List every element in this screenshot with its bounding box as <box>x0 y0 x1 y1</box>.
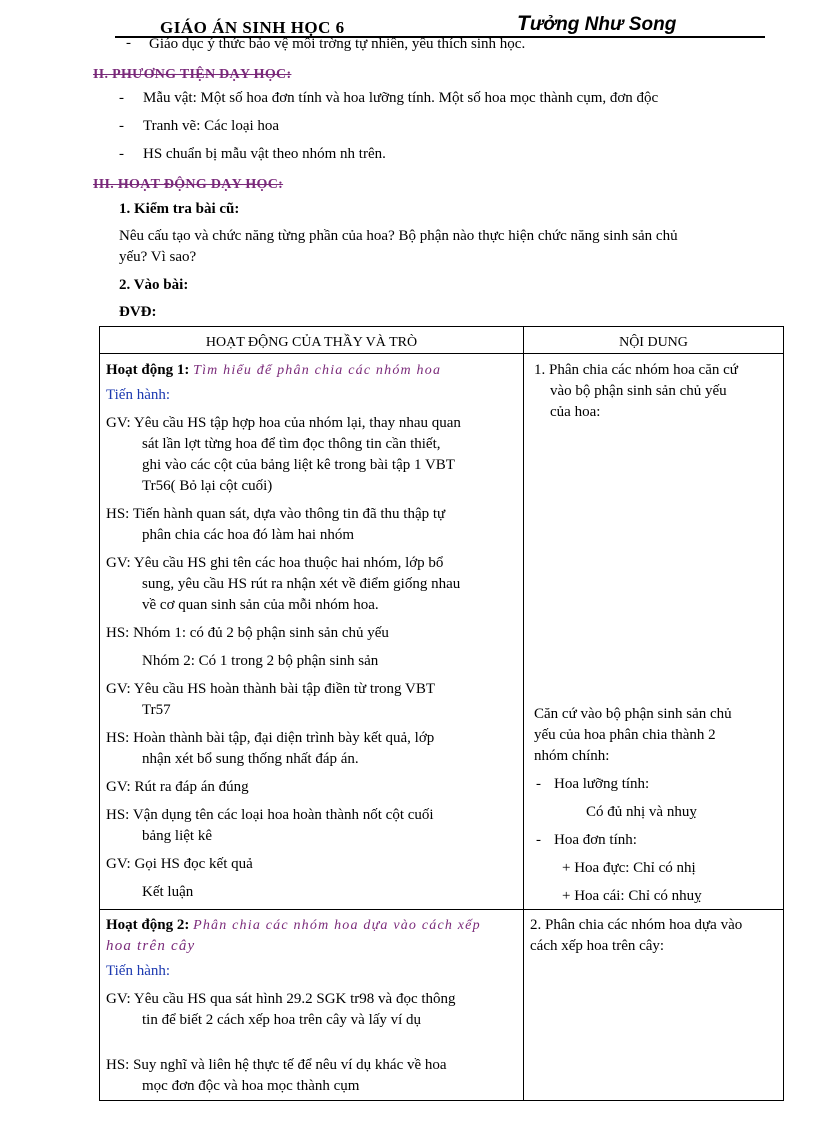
activity-1-line: sung, yêu cầu HS rút ra nhận xét về điểm giống nhau <box>142 576 461 592</box>
activity-1-line: GV: Rút ra đáp án đúng <box>106 779 249 795</box>
hoa-luong-tinh: Hoa lưỡng tính: <box>554 776 650 792</box>
activity-1-line: nhận xét bổ sung thống nhất đáp án. <box>142 751 359 767</box>
activity-1-line: GV: Gọi HS đọc kết quả <box>106 856 253 872</box>
section-3-title: III. HOẠT ĐỘNG DẠY HỌC: <box>93 177 284 192</box>
tien-hanh-label: Tiến hành: <box>106 963 171 979</box>
activity-1-line: HS: Nhóm 1: có đủ 2 bộ phận sinh sản chủ yếu <box>106 625 389 641</box>
activity-1-line: Nhóm 2: Có 1 trong 2 bộ phận sinh sản <box>142 653 379 669</box>
table-row <box>100 354 784 910</box>
activity-2-cell <box>100 910 523 1100</box>
activity-1-line: GV: Yêu cầu HS ghi tên các hoa thuộc hai nhóm, lớp bổ <box>106 555 444 571</box>
section-3-sub1: 1. Kiểm tra bài cũ: <box>119 201 240 217</box>
tien-hanh-label: Tiến hành: <box>106 387 171 403</box>
lesson-table <box>99 326 784 1101</box>
content-1-line: của hoa: <box>550 404 601 420</box>
activity-2-title: Phân chia các nhóm hoa dựa vào cách xếp <box>193 918 481 933</box>
activity-1-line: Kết luận <box>142 884 194 900</box>
content-1-line: 1. Phân chia các nhóm hoa căn cứ <box>534 362 738 378</box>
bullet-dash: - <box>119 146 124 162</box>
content-2-line: 2. Phân chia các nhóm hoa dựa vào <box>530 917 743 933</box>
activity-1-cell <box>100 354 523 909</box>
activity-2-label: Hoạt động 2: <box>106 917 194 933</box>
content-1-line: Căn cứ vào bộ phận sinh sản chủ <box>534 706 732 722</box>
header-right-initial: T <box>517 12 530 35</box>
section-3-sub2: 2. Vào bài: <box>119 277 189 293</box>
activity-2-title-cont: hoa trên cây <box>106 938 196 954</box>
activity-1-line: HS: Vận dụng tên các loại hoa hoàn thành nốt cột cuối <box>106 807 434 823</box>
activity-1-label: Hoạt động 1: <box>106 362 194 378</box>
header-left-title: GIÁO ÁN SINH HỌC 6 <box>160 18 345 37</box>
header-right-rest: ưởng Như Song <box>529 14 677 35</box>
activity-1-line: Tr57 <box>142 702 171 718</box>
activity-2-heading <box>106 917 481 934</box>
dvd-label: ĐVĐ: <box>119 304 157 320</box>
activity-2-line: GV: Yêu cầu HS qua sát hình 29.2 SGK tr98 và đọc thông <box>106 991 456 1007</box>
activity-1-line: GV: Yêu cầu HS hoàn thành bài tập điền từ trong VBT <box>106 681 436 697</box>
section-2-item-3: HS chuẩn bị mẫu vật theo nhóm nh trên. <box>143 146 386 162</box>
question-line-2: yếu? Vì sao? <box>119 249 197 265</box>
question-line-1: Nêu cấu tạo và chức năng từng phần của hoa? Bộ phận nào thực hiện chức năng sinh sản chủ <box>119 228 678 244</box>
bullet-dash: - <box>126 35 131 51</box>
col-header-content: NỘI DUNG <box>524 327 784 354</box>
hoa-duc: + Hoa đực: Chỉ có nhị <box>562 860 696 876</box>
bullet-dash: - <box>536 832 541 848</box>
activity-1-line: GV: Yêu cầu HS tập hợp hoa của nhóm lại, thay nhau quan <box>106 415 461 431</box>
hoa-cai: + Hoa cái: Chỉ có nhuỵ <box>562 888 702 904</box>
activity-1-line: ghi vào các cột của bảng liệt kê trong bài tập 1 VBT <box>142 457 455 473</box>
activity-1-heading <box>106 362 441 379</box>
section-2-item-1: Mẫu vật: Một số hoa đơn tính và hoa lưỡng tính. Một số hoa mọc thành cụm, đơn độc <box>143 90 659 106</box>
activity-1-line: sát lần lợt từng hoa để tìm đọc thông tin cần thiết, <box>142 436 441 452</box>
bullet-dash: - <box>536 776 541 792</box>
activity-1-line: HS: Hoàn thành bài tập, đại diện trình bày kết quả, lớp <box>106 730 435 746</box>
activity-1-line: bảng liệt kê <box>142 828 212 844</box>
hoa-luong-tinh-desc: Có đủ nhị và nhuỵ <box>586 804 697 820</box>
section-2-item-2: Tranh vẽ: Các loại hoa <box>143 118 280 134</box>
content-2-cell <box>524 910 783 1100</box>
activity-2-line: tin để biết 2 cách xếp hoa trên cây và lấy ví dụ <box>142 1012 422 1028</box>
content-1-cell <box>524 354 783 909</box>
activity-1-line: về cơ quan sinh sản của mỗi nhóm hoa. <box>142 597 379 613</box>
intro-bullet: Giáo dục ý thức bảo vệ môi trờng tự nhiên, yêu thích sinh học. <box>149 36 526 52</box>
activity-2-line: HS: Suy nghĩ và liên hệ thực tế để nêu ví dụ khác về hoa <box>106 1057 447 1073</box>
bullet-dash: - <box>119 90 124 106</box>
header-right-title <box>517 12 676 36</box>
activity-1-line: HS: Tiến hành quan sát, dựa vào thông tin đã thu thập tự <box>106 506 446 522</box>
content-2-line: cách xếp hoa trên cây: <box>530 938 665 954</box>
activity-1-line: phân chia các hoa đó làm hai nhóm <box>142 527 355 543</box>
activity-1-line: Tr56( Bỏ lại cột cuối) <box>142 478 273 494</box>
content-1-line: yếu của hoa phân chia thành 2 <box>534 727 716 743</box>
content-1-line: nhóm chính: <box>534 748 610 764</box>
content-1-line: vào bộ phận sinh sản chủ yếu <box>550 383 727 399</box>
col-header-activities: HOẠT ĐỘNG CỦA THẦY VÀ TRÒ <box>100 327 524 354</box>
activity-1-title: Tìm hiểu để phân chia các nhóm hoa <box>193 363 442 378</box>
activity-2-line: mọc đơn độc và hoa mọc thành cụm <box>142 1078 360 1094</box>
section-2-title: II. PHƯƠNG TIỆN DẠY HỌC: <box>93 67 292 82</box>
table-row <box>100 910 784 1101</box>
bullet-dash: - <box>119 118 124 134</box>
table-header-row <box>100 327 784 354</box>
hoa-don-tinh: Hoa đơn tính: <box>554 832 637 848</box>
